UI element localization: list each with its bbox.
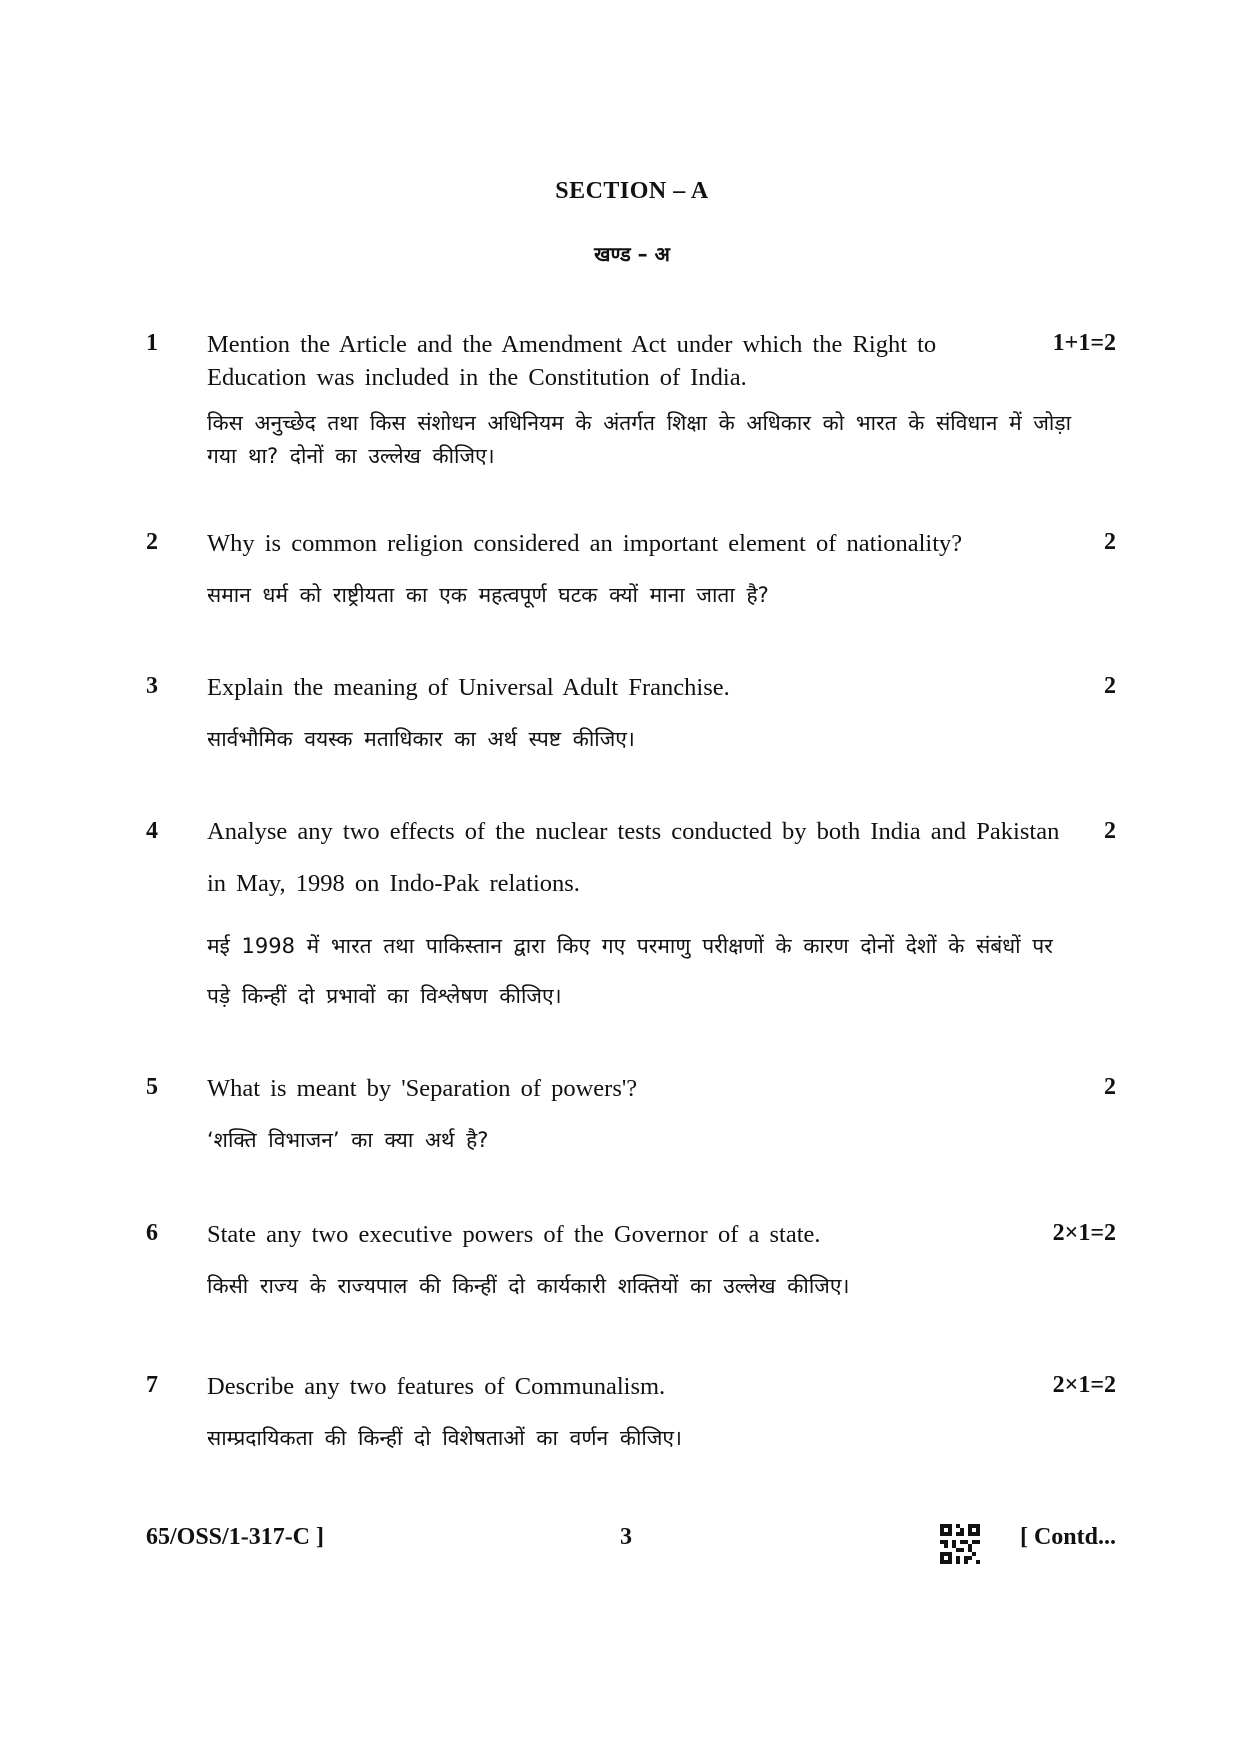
question-marks: 2 (1104, 818, 1116, 844)
question-number: 7 (146, 1372, 158, 1398)
question-text-hindi: समान धर्म को राष्ट्रीयता का एक महत्वपूर्ण घटक क्यों माना जाता है? (207, 583, 769, 607)
question-text-hindi: मई 1998 में भारत तथा पाकिस्तान द्वारा किए गए परमाणु परीक्षणों के कारण दोनों देशों के संबंधों पर पड़े किन्हीं दो प्रभावों का विश्लेषण कीजिए। (207, 934, 1053, 1008)
section-title-hindi: खण्ड – अ (594, 242, 670, 266)
question-text-hindi: किस अनुच्छेद तथा किस संशोधन अधिनियम के अंतर्गत शिक्षा के अधिकार को भारत के संविधान में जोड़ा गया था? दोनों का उल्लेख कीजिए। (207, 411, 1072, 468)
question-number: 5 (146, 1074, 158, 1100)
question-marks: 1+1=2 (1052, 330, 1116, 356)
question-text-english: Explain the meaning of Universal Adult Franchise. (207, 674, 730, 701)
question-number: 2 (146, 529, 158, 555)
question-number: 1 (146, 330, 158, 356)
question-marks: 2 (1104, 673, 1116, 699)
question-text-english: Describe any two features of Communalism. (207, 1373, 666, 1400)
continued-label: [ Contd... (1019, 1524, 1116, 1550)
question-marks: 2 (1104, 1074, 1116, 1100)
question-text-english: Mention the Article and the Amendment Act under which the Right to Education was included in the Constitution of India. (207, 331, 937, 391)
question-text-hindi: सार्वभौमिक वयस्क मताधिकार का अर्थ स्पष्ट कीजिए। (207, 727, 635, 751)
question-text-english: What is meant by 'Separation of powers'? (207, 1075, 638, 1102)
section-title: SECTION – A (555, 178, 709, 204)
question-marks: 2 (1104, 529, 1116, 555)
question-number: 4 (146, 818, 158, 844)
question-number: 6 (146, 1220, 158, 1246)
qr-code-icon (940, 1524, 980, 1564)
question-text-hindi: ‘शक्ति विभाजन’ का क्या अर्थ है? (207, 1128, 489, 1152)
question-text-english: Analyse any two effects of the nuclear tests conducted by both India and Pakistan in May, 1998 on Indo-Pak relations. (207, 818, 1060, 897)
question-text-english: State any two executive powers of the Governor of a state. (207, 1221, 821, 1248)
question-number: 3 (146, 673, 158, 699)
question-text-hindi: साम्प्रदायिकता की किन्हीं दो विशेषताओं का वर्णन कीजिए। (207, 1426, 682, 1450)
question-text-hindi: किसी राज्य के राज्यपाल की किन्हीं दो कार्यकारी शक्तियों का उल्लेख कीजिए। (207, 1274, 850, 1298)
question-text-english: Why is common religion considered an important element of nationality? (207, 530, 963, 557)
page-footer (0, 1524, 1240, 1564)
page-number: 3 (620, 1524, 632, 1550)
paper-code: 65/OSS/1-317-C ] (146, 1524, 325, 1550)
question-marks: 2×1=2 (1052, 1372, 1116, 1398)
question-marks: 2×1=2 (1052, 1220, 1116, 1246)
